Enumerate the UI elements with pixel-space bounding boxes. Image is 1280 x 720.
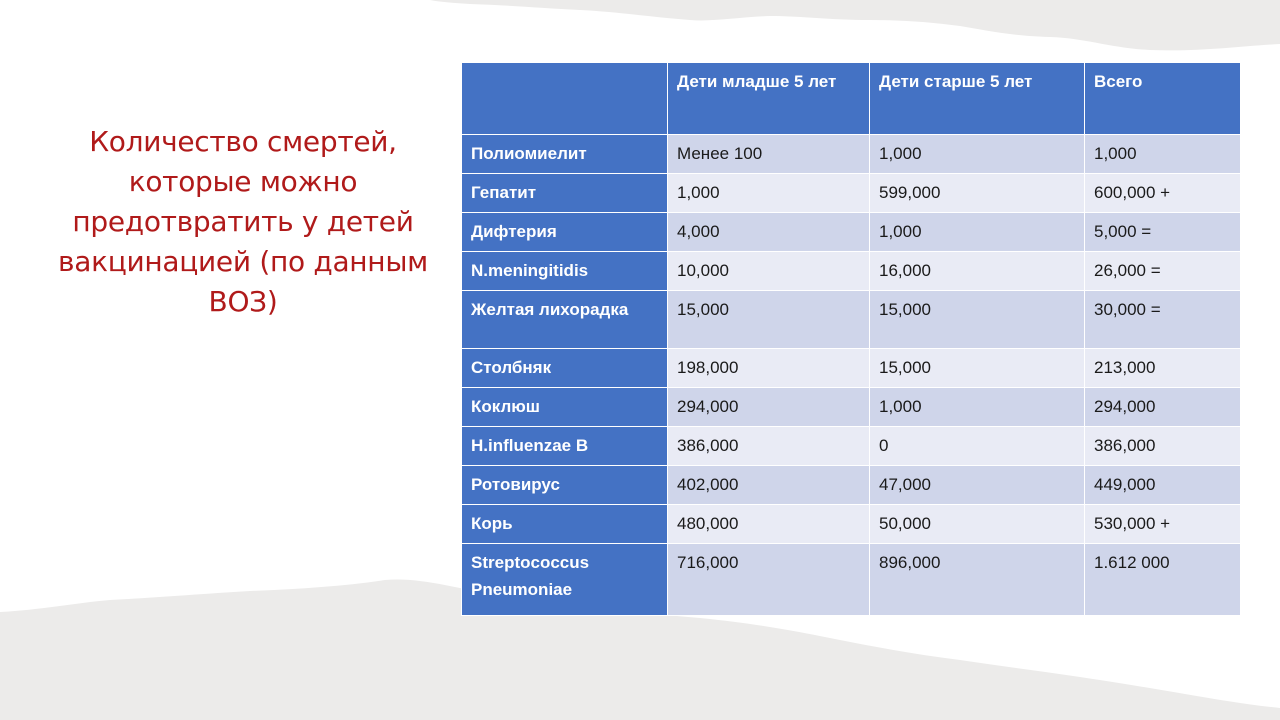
cell-total: 1,000: [1085, 135, 1241, 174]
cell-under-5: 198,000: [668, 349, 870, 388]
cell-total: 530,000 +: [1085, 505, 1241, 544]
row-disease: Дифтерия: [462, 213, 668, 252]
cell-over-5: 0: [870, 427, 1085, 466]
cell-over-5: 1,000: [870, 213, 1085, 252]
row-disease: Streptococcus Pneumoniae: [462, 544, 668, 616]
row-disease: Корь: [462, 505, 668, 544]
cell-under-5: 480,000: [668, 505, 870, 544]
cell-under-5: 4,000: [668, 213, 870, 252]
cell-under-5: 716,000: [668, 544, 870, 616]
cell-total: 5,000 =: [1085, 213, 1241, 252]
cell-under-5: 10,000: [668, 252, 870, 291]
table-row: [462, 427, 1241, 466]
row-disease: H.influenzae B: [462, 427, 668, 466]
table-header-row: [462, 63, 1241, 135]
row-disease: Полиомиелит: [462, 135, 668, 174]
table-row: [462, 252, 1241, 291]
header-under-5: Дети младше 5 лет: [668, 63, 870, 135]
row-disease: Столбняк: [462, 349, 668, 388]
cell-under-5: 15,000: [668, 291, 870, 349]
table-row: [462, 505, 1241, 544]
cell-over-5: 16,000: [870, 252, 1085, 291]
row-disease: Желтая лихорадка: [462, 291, 668, 349]
table-row: [462, 213, 1241, 252]
row-disease: Ротовирус: [462, 466, 668, 505]
cell-over-5: 599,000: [870, 174, 1085, 213]
cell-over-5: 50,000: [870, 505, 1085, 544]
cell-total: 1.612 000: [1085, 544, 1241, 616]
header-total: Всего: [1085, 63, 1241, 135]
cell-under-5: 294,000: [668, 388, 870, 427]
row-disease: Гепатит: [462, 174, 668, 213]
table-row: [462, 174, 1241, 213]
cell-total: 294,000: [1085, 388, 1241, 427]
header-over-5: Дети старше 5 лет: [870, 63, 1085, 135]
slide-title: Количество смертей, которые можно предотвратить у детей вакцинацией (по данным ВОЗ): [58, 125, 428, 318]
cell-total: 600,000 +: [1085, 174, 1241, 213]
cell-total: 213,000: [1085, 349, 1241, 388]
cell-under-5: 402,000: [668, 466, 870, 505]
cell-total: 26,000 =: [1085, 252, 1241, 291]
table-row: [462, 135, 1241, 174]
vaccine-deaths-table: [461, 62, 1241, 616]
row-disease: Коклюш: [462, 388, 668, 427]
table-row: [462, 388, 1241, 427]
table-row: [462, 291, 1241, 349]
table-row: [462, 466, 1241, 505]
cell-total: 449,000: [1085, 466, 1241, 505]
cell-over-5: 896,000: [870, 544, 1085, 616]
cell-over-5: 47,000: [870, 466, 1085, 505]
cell-over-5: 15,000: [870, 349, 1085, 388]
cell-total: 386,000: [1085, 427, 1241, 466]
row-disease: N.meningitidis: [462, 252, 668, 291]
table-row: [462, 349, 1241, 388]
cell-over-5: 1,000: [870, 388, 1085, 427]
cell-under-5: 1,000: [668, 174, 870, 213]
cell-over-5: 1,000: [870, 135, 1085, 174]
cell-under-5: Менее 100: [668, 135, 870, 174]
table-row: [462, 544, 1241, 616]
cell-total: 30,000 =: [1085, 291, 1241, 349]
torn-paper-top: [430, 0, 1280, 50]
header-empty: [462, 63, 668, 135]
cell-under-5: 386,000: [668, 427, 870, 466]
cell-over-5: 15,000: [870, 291, 1085, 349]
